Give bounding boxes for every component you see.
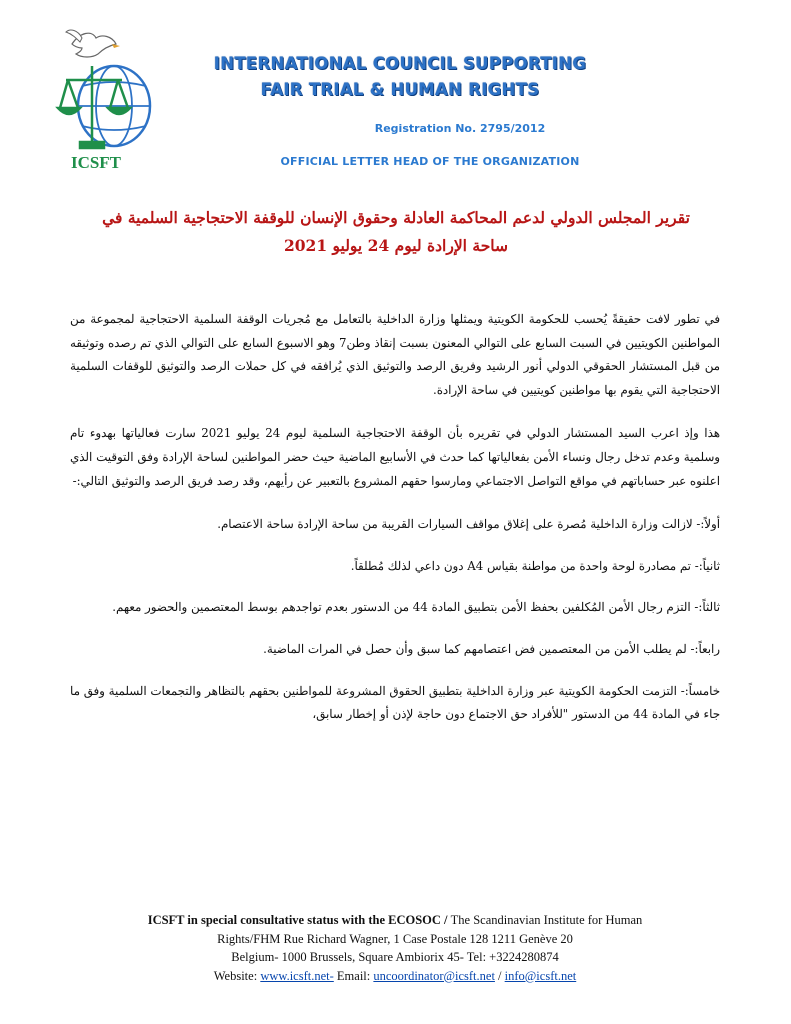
- website-link[interactable]: www.icsft.net-: [260, 968, 334, 983]
- paragraph-summary: هذا وإذ اعرب السيد المستشار الدولي في تقريره بأن الوقفة الاحتجاجية السلمية ليوم 24 يوليو 2021 سارت فعالياتها بهدوء تام وسلمية وعدم تدخل رجال ونساء الأمن بفعالياتها كما حدث في الأسابيع الماضية حيث حضر المواطنين لساحة الإرادة وفق التوقيت الذي اعلنوه عبر حساباتهم في مواقع التواصل الاجتماعي ومارسوا حقهم المشروع بالتعبير عن رأيهم، وقد رصد فريق الرصد والتوثيق التالي:-: [70, 426, 720, 488]
- observation-first: أولاً:- لازالت وزارة الداخلية مُصرة على إغلاق مواقف السيارات القريبة من ساحة الإرادة ساحة الاعتصام.: [217, 517, 720, 532]
- globe-icon: [78, 66, 150, 146]
- report-title-line2: ساحة الإرادة ليوم 24 يوليو 2021: [283, 236, 508, 255]
- report-title-line1: تقرير المجلس الدولي لدعم المحاكمة العادلة وحقوق الإنسان للوقفة الاحتجاجية السلمية في: [102, 208, 690, 227]
- email-separator: /: [494, 968, 505, 983]
- footer-institute: The Scandinavian Institute for Human: [450, 913, 643, 927]
- logo-text: ICSFT: [70, 153, 122, 172]
- footer-status: ICSFT in special consultative status with the ECOSOC: [147, 913, 441, 927]
- org-name-line2: FAIR TRIAL & HUMAN RIGHTS: [260, 80, 540, 99]
- report-body: [70, 308, 720, 745]
- footer-address-line2: Belgium- 1000 Brussels, Square Ambiorix 45- Tel: +3224280874: [231, 950, 559, 964]
- footer-separator: /: [440, 913, 451, 927]
- email-label: Email:: [333, 968, 374, 983]
- dove-icon: [66, 30, 120, 57]
- footer-address-line1: Rights/FHM Rue Richard Wagner, 1 Case Postale 128 1211 Genève 20: [217, 931, 573, 946]
- registration-number: Registration No. 2795/2012: [374, 122, 546, 135]
- icsft-logo: [52, 24, 164, 174]
- report-title: [80, 204, 712, 260]
- email-link-coordinator[interactable]: uncoordinator@icsft.net: [373, 968, 495, 983]
- paragraph-intro: في تطور لافت حقيقةً يُحسب للحكومة الكويتية ويمثلها وزارة الداخلية بالتعامل مع مُجريات الوقفة السلمية الاحتجاجية لمجموعة من المواطنين الكويتيين في السبت السابع على التوالي المعنون بسبت إنقاذ وطن7 وهو الاسبوع السابع على التوالي الذي تم رصده وتوثيقه من قبل المستشار الحقوقي الدولي أنور الرشيد وفريق الرصد والتوثيق الذي يُرافقه في كل حملات الرصد والتوثيق للوقفات السلمية الاحتجاجية التي يقوم بها مواطنين كويتيين في ساحة الإرادة.: [70, 312, 720, 397]
- official-letterhead-label: OFFICIAL LETTER HEAD OF THE ORGANIZATION: [280, 155, 580, 168]
- observation-third: ثالثاً:- التزم رجال الأمن المُكلفين بحفظ الأمن بتطبيق المادة 44 من الدستور بعدم تواجدهم بوسط المعتصمين والحضور معهم.: [112, 600, 720, 615]
- footer-contact: [60, 967, 730, 986]
- email-link-info[interactable]: info@icsft.net: [504, 968, 577, 983]
- footer: [60, 911, 730, 985]
- scales-icon: [58, 66, 130, 148]
- observation-fourth: رابعاً:- لم يطلب الأمن من المعتصمين فض اعتصامهم كما سبق وأن حصل في المرات الماضية.: [263, 641, 720, 656]
- org-name-line1: INTERNATIONAL COUNCIL SUPPORTING: [213, 54, 587, 73]
- observation-second: ثانياً:- تم مصادرة لوحة واحدة من مواطنة بقياس A4 دون داعي لذلك مُطلقاً.: [350, 558, 720, 573]
- footer-line1: [60, 911, 730, 930]
- website-label: Website:: [213, 968, 261, 983]
- observation-fifth: خامساً:- التزمت الحكومة الكويتية عبر وزارة الداخلية بتطبيق الحقوق المشروعة للمواطنين بحقهم بالتظاهر والتجمعات السلمية وفق ما جاء في المادة 44 من الدستور "للأفراد حق الاجتماع دون حاجة لإذن أو إخطار سابق،: [70, 683, 720, 722]
